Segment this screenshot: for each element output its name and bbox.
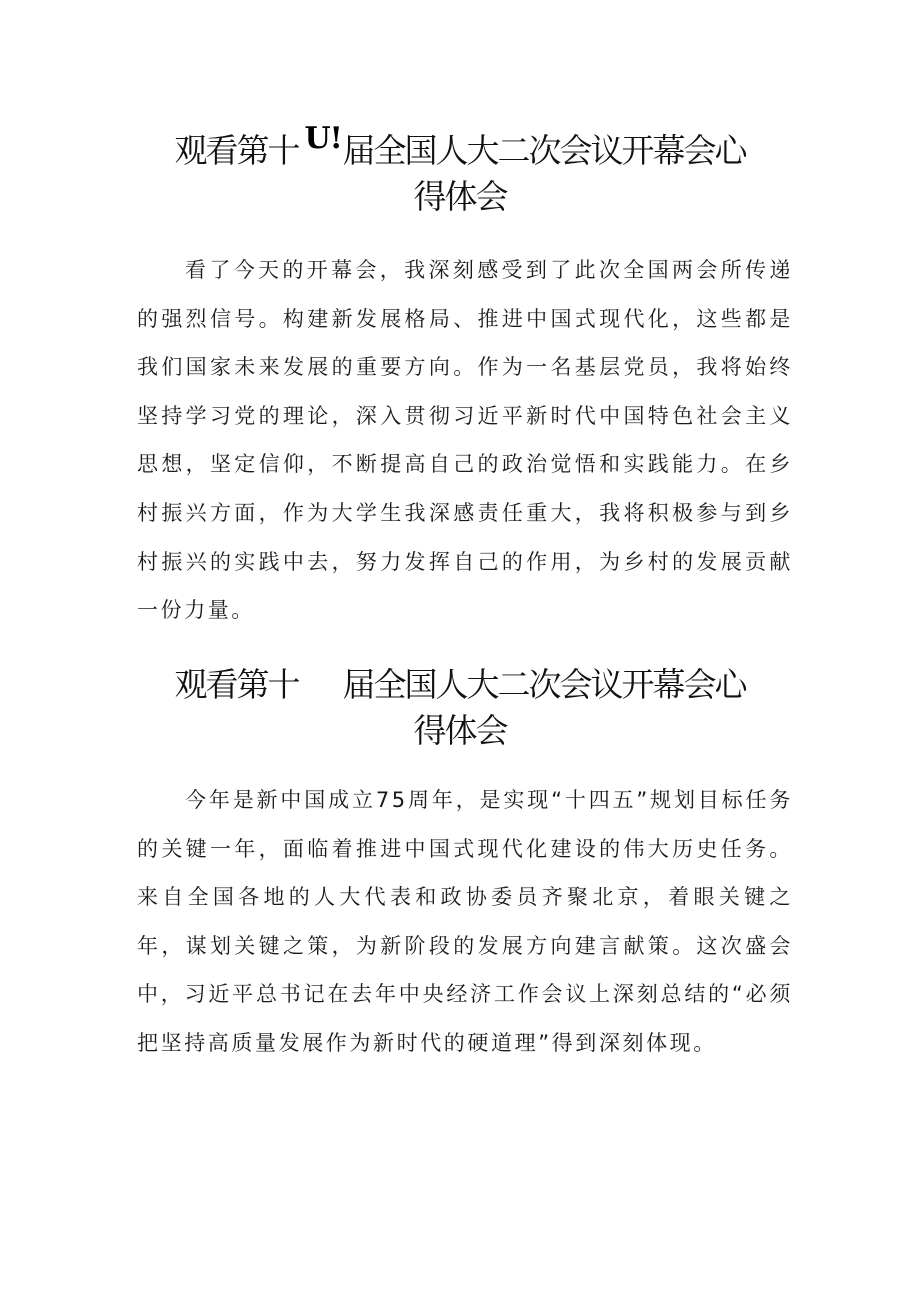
section-body-1: 看了今天的开幕会，我深刻感受到了此次全国两会所传递的强烈信号。构建新发展格局、推进中国式现代化，这些都是我们国家未来发展的重要方向。作为一名基层党员，我将始终坚持学习党的理论，深入贯彻习近平新时代中国特色社会主义思想，坚定信仰，不断提高自己的政治觉悟和实践能力。在乡村振兴方面，作为大学生我深感责任重大，我将积极参与到乡村振兴的实践中去，努力发挥自己的作用，为乡村的发展贡献一份力量。 xyxy=(137,258,793,623)
garbled-glyph: U! xyxy=(304,120,342,156)
section-title-2-line-1 xyxy=(140,662,780,708)
section-title-1-line-1 xyxy=(140,120,780,174)
section-title-1-line-2: 得体会 xyxy=(413,177,507,217)
title-gap xyxy=(299,670,343,704)
section-title-1-suffix: 届全国人大二次会议开幕会心 xyxy=(342,131,746,171)
title-gap xyxy=(299,120,343,170)
section-title-2-prefix: 观看第十 xyxy=(174,665,299,705)
section-title-2 xyxy=(140,662,780,754)
section-title-2-suffix: 届全国人大二次会议开幕会心 xyxy=(342,665,746,705)
section-body-2: 今年是新中国成立75周年，是实现“十四五”规划目标任务的关键一年，面临着推进中国式现代化建设的伟大历史任务。来自全国各地的人大代表和政协委员齐聚北京，着眼关键之年，谋划关键之策，为新阶段的发展方向建言献策。这次盛会中，习近平总书记在去年中央经济工作会议上深刻总结的“必须把坚持高质量发展作为新时代的硬道理”得到深刻体现。 xyxy=(137,788,793,1055)
section-title-1 xyxy=(140,120,780,220)
section-title-1-prefix: 观看第十 xyxy=(174,131,299,171)
section-title-2-line-2: 得体会 xyxy=(413,711,507,751)
